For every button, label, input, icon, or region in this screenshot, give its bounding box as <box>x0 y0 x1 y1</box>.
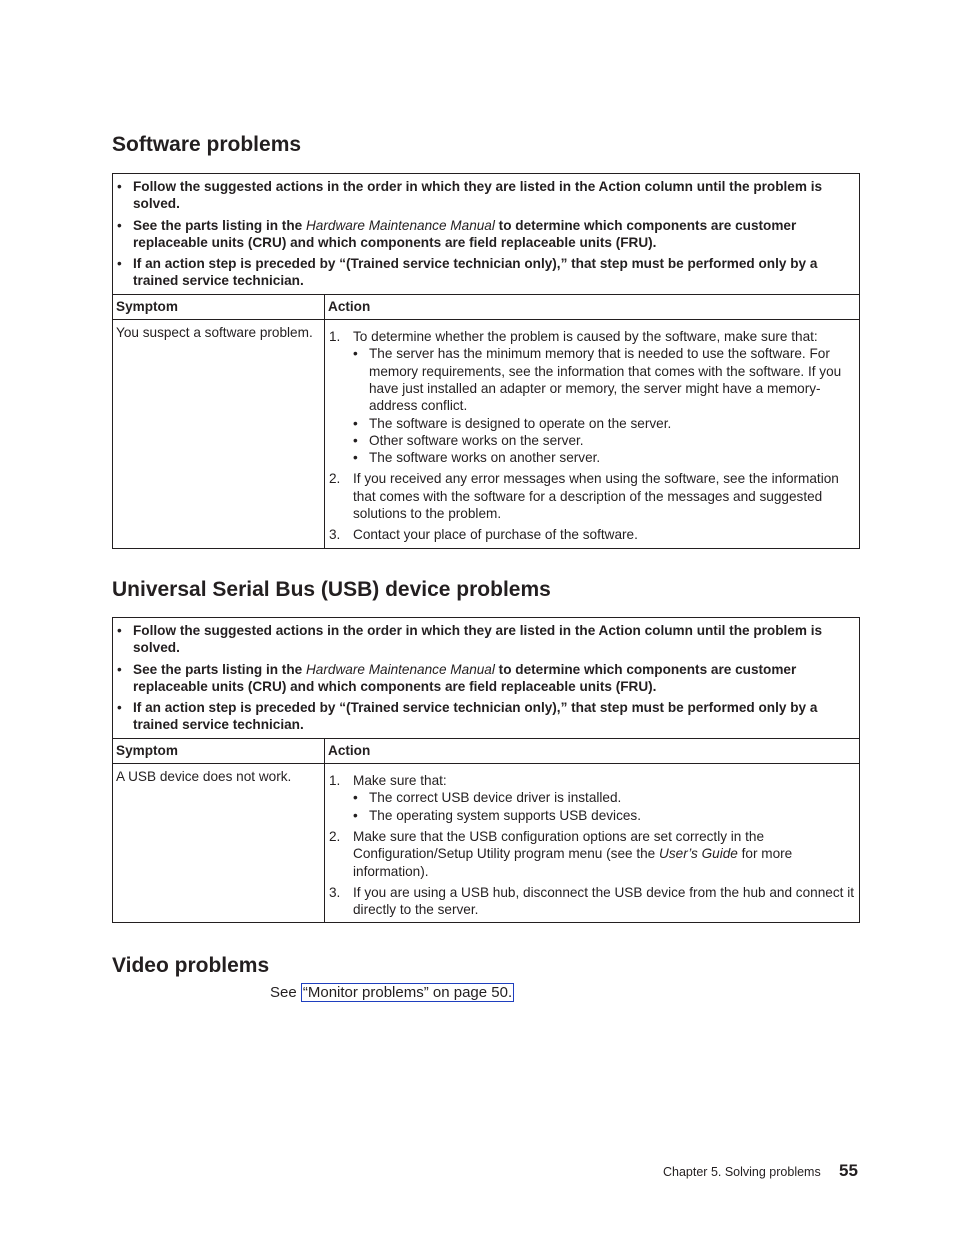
subitem <box>353 415 855 432</box>
subitem <box>353 789 855 806</box>
bullet-icon: • <box>117 256 122 272</box>
note-item <box>117 178 853 213</box>
bullet-icon: • <box>353 450 358 466</box>
note-text: to determine which components are customer replaceable units (CRU) and which components are field replaceable units (FRU). <box>133 661 797 694</box>
bullet-icon: • <box>117 623 122 638</box>
note-item <box>117 661 853 696</box>
bullet-icon: • <box>353 346 358 362</box>
step-number: 3. <box>329 884 341 900</box>
section-heading-software: Software problems <box>112 133 302 156</box>
subitem <box>353 432 855 449</box>
subitem-text: The software works on another server. <box>369 450 601 466</box>
action-cell <box>325 764 860 923</box>
notes-list <box>117 178 853 290</box>
page-number: 55 <box>839 1161 858 1180</box>
bullet-icon: • <box>353 432 358 448</box>
note-text: If an action step is preceded by “(Trained service technician only),” that step must be performed only by a trained service technician. <box>133 700 818 733</box>
action-step <box>329 828 855 880</box>
bullet-icon: • <box>353 807 358 823</box>
software-problems-table <box>112 173 860 549</box>
note-item <box>117 217 853 252</box>
note-text: Follow the suggested actions in the order in which they are listed in the Action column until the problem is solved. <box>133 179 823 212</box>
table-notes <box>113 174 860 295</box>
action-header: Action <box>325 294 860 319</box>
step-text: for more information). <box>353 846 793 879</box>
bullet-icon: • <box>117 661 122 677</box>
section-heading-video: Video problems <box>112 954 270 977</box>
table-row <box>113 764 860 923</box>
note-text: Hardware Maintenance Manual <box>305 661 495 677</box>
subitem <box>353 807 855 824</box>
subitem <box>353 345 855 414</box>
subitem <box>353 449 855 466</box>
notes-list <box>117 622 853 734</box>
step-text: User’s Guide <box>659 846 738 862</box>
symptom-header: Symptom <box>113 294 325 319</box>
step-number: 1. <box>329 329 341 345</box>
note-item <box>117 622 853 657</box>
table-row <box>113 320 860 549</box>
action-step <box>329 526 855 543</box>
action-header: Action <box>325 738 860 763</box>
action-step <box>329 470 855 522</box>
action-step <box>329 884 855 919</box>
note-item <box>117 255 853 290</box>
action-cell <box>325 320 860 549</box>
usb-problems-table <box>112 617 860 923</box>
footer-chapter-title: Chapter 5. Solving problems <box>663 1165 821 1179</box>
subitem-text: Other software works on the server. <box>369 432 584 448</box>
note-text: See the parts listing in the <box>133 661 306 677</box>
subitem-text: The server has the minimum memory that is needed to use the software. For memory requirements, see the information that comes with the software. If you have just installed an adapter or memory, the server might have a memory-address conflict. <box>369 346 842 414</box>
step-number: 2. <box>329 828 341 844</box>
bullet-icon: • <box>353 790 358 806</box>
note-text: Hardware Maintenance Manual <box>305 217 495 233</box>
action-steps <box>329 772 855 918</box>
step-text: Make sure that: <box>353 773 447 789</box>
action-steps <box>329 328 855 544</box>
see-prefix: See <box>270 984 301 1001</box>
step-text: If you are using a USB hub, disconnect the USB device from the hub and connect it directly to the server. <box>353 884 854 918</box>
step-subitems <box>353 789 855 824</box>
symptom-header: Symptom <box>113 738 325 763</box>
step-text: Contact your place of purchase of the software. <box>353 527 638 543</box>
note-text: Follow the suggested actions in the order in which they are listed in the Action column until the problem is solved. <box>133 623 823 656</box>
step-number: 2. <box>329 471 341 487</box>
symptom-cell: You suspect a software problem. <box>113 320 325 549</box>
note-text: If an action step is preceded by “(Trained service technician only),” that step must be performed only by a trained service technician. <box>133 256 818 289</box>
section-heading-usb: Universal Serial Bus (USB) device problems <box>112 578 551 601</box>
see-reference <box>270 984 514 1002</box>
bullet-icon: • <box>117 700 122 716</box>
bullet-icon: • <box>117 217 122 233</box>
step-text: If you received any error messages when using the software, see the information that comes with the software for a description of the messages and suggested solutions to the problem. <box>353 471 839 522</box>
note-item <box>117 699 853 734</box>
step-text: Make sure that the USB configuration options are set correctly in the Configuration/Setup Utility program menu (see the <box>353 828 765 862</box>
subitem-text: The correct USB device driver is installed. <box>369 790 622 806</box>
step-subitems <box>353 345 855 466</box>
step-number: 3. <box>329 527 341 543</box>
table-notes <box>113 618 860 739</box>
note-text: to determine which components are customer replaceable units (CRU) and which components are field replaceable units (FRU). <box>133 217 797 250</box>
step-text: To determine whether the problem is caused by the software, make sure that: <box>353 329 818 345</box>
action-step <box>329 772 855 824</box>
step-number: 1. <box>329 773 341 789</box>
bullet-icon: • <box>117 179 122 194</box>
subitem-text: The software is designed to operate on the server. <box>369 415 672 431</box>
monitor-problems-link[interactable]: “Monitor problems” on page 50. <box>302 984 513 1001</box>
note-text: See the parts listing in the <box>133 217 306 233</box>
bullet-icon: • <box>353 415 358 431</box>
action-step <box>329 328 855 466</box>
subitem-text: The operating system supports USB devices. <box>369 807 642 823</box>
symptom-cell: A USB device does not work. <box>113 764 325 923</box>
